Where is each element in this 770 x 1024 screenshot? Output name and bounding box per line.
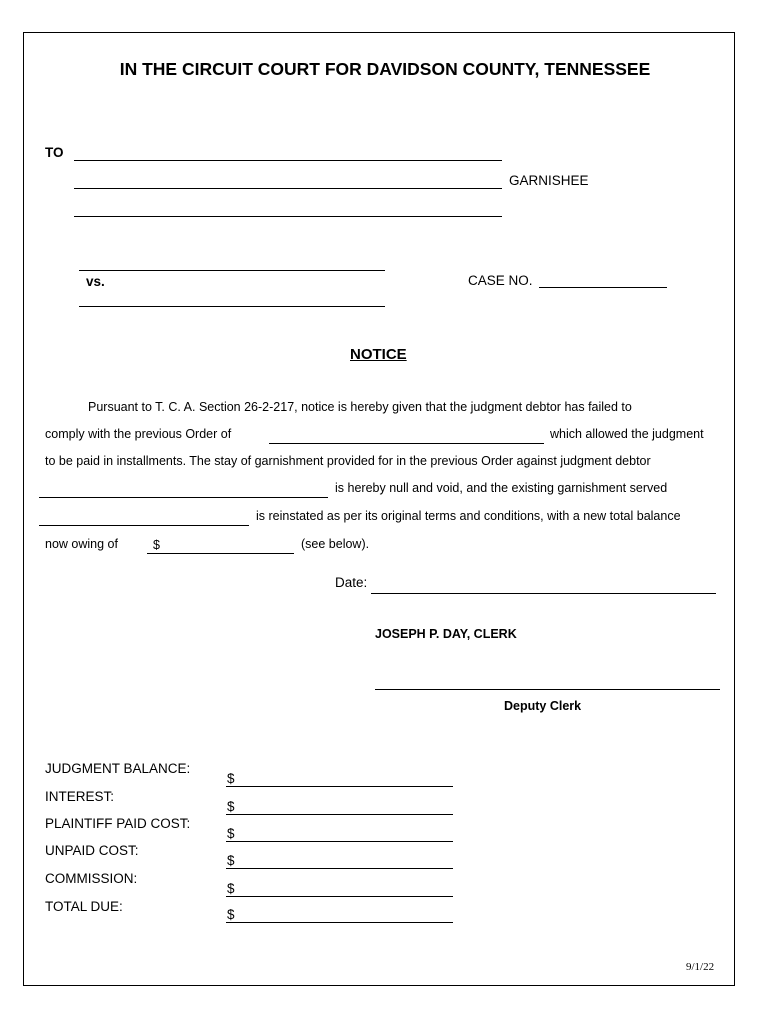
fee-label-total-due: TOTAL DUE: [45,899,123,914]
fee-dollar-unpaid-cost: $ [227,853,235,868]
notice-line-3: to be paid in installments. The stay of garnishment provided for in the previous Order against judgment debtor [45,454,651,468]
garnishee-address-line-2[interactable] [74,216,502,217]
fee-line-judgment-balance[interactable] [226,786,453,787]
fee-label-commission: COMMISSION: [45,871,138,886]
fee-line-plaintiff-paid-cost[interactable] [226,841,453,842]
notice-line-1: Pursuant to T. C. A. Section 26-2-217, notice is hereby given that the judgment debtor has failed to [88,400,632,414]
date-label: Date: [335,575,368,590]
fee-dollar-total-due: $ [227,907,235,922]
judgment-debtor-line[interactable] [39,497,328,498]
vs-label: vs. [86,274,105,289]
fee-dollar-commission: $ [227,881,235,896]
fee-line-unpaid-cost[interactable] [226,868,453,869]
clerk-name: JOSEPH P. DAY, CLERK [375,627,517,641]
fee-label-interest: INTEREST: [45,789,115,804]
notice-line-6a: now owing of [45,537,118,551]
case-no-line[interactable] [539,287,667,288]
fee-dollar-judgment-balance: $ [227,771,235,786]
fee-line-interest[interactable] [226,814,453,815]
notice-line-2b: which allowed the judgment [550,427,704,441]
revision-date: 9/1/22 [686,961,715,973]
deputy-signature-line[interactable] [375,689,720,690]
case-no-label: CASE NO. [468,273,533,288]
garnishee-address-line-1[interactable] [74,188,502,189]
garnishment-served-line[interactable] [39,525,249,526]
court-title: IN THE CIRCUIT COURT FOR DAVIDSON COUNTY, TENNESSEE [119,59,651,79]
fee-label-unpaid-cost: UNPAID COST: [45,843,139,858]
to-label: TO [45,145,64,160]
fee-dollar-interest: $ [227,799,235,814]
garnishee-name-line[interactable] [74,160,502,161]
previous-order-date-line[interactable] [269,443,544,444]
balance-owing-line[interactable] [147,553,294,554]
notice-line-4: is hereby null and void, and the existing garnishment served [335,481,668,495]
fee-dollar-plaintiff-paid-cost: $ [227,826,235,841]
notice-line-6b: (see below). [301,537,370,551]
deputy-clerk-label: Deputy Clerk [504,699,582,713]
notice-line-5: is reinstated as per its original terms and conditions, with a new total balance [256,509,681,523]
fee-label-plaintiff-paid-cost: PLAINTIFF PAID COST: [45,816,191,831]
defendant-line[interactable] [79,306,385,307]
fee-line-total-due[interactable] [226,922,453,923]
notice-line-2a: comply with the previous Order of [45,427,232,441]
fee-label-judgment-balance: JUDGMENT BALANCE: [45,761,191,776]
fee-line-commission[interactable] [226,896,453,897]
balance-dollar-sign: $ [153,538,160,552]
notice-heading: NOTICE [350,346,407,363]
date-line[interactable] [371,593,716,594]
garnishee-label: GARNISHEE [509,173,589,188]
plaintiff-line[interactable] [79,270,385,271]
